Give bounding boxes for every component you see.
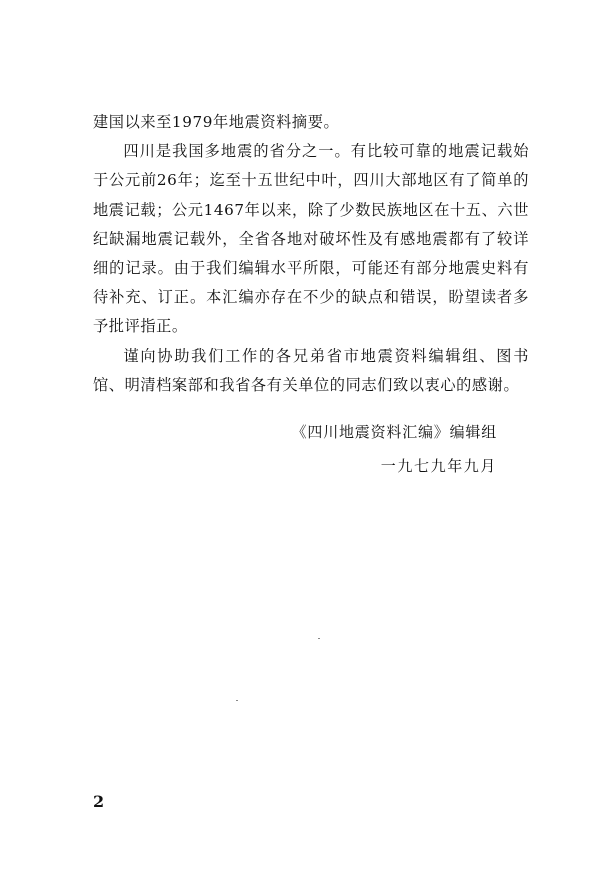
signature-organization: 《四川地震资料汇编》编辑组 bbox=[291, 423, 497, 441]
paragraph-acknowledgement: 谨向协助我们工作的各兄弟省市地震资料编辑组、图书馆、明清档案部和我省各有关单位的同志们致以衷心的感谢。 bbox=[93, 346, 529, 394]
scan-speck bbox=[318, 638, 320, 639]
paragraph-continuation: 建国以来至1979年地震资料摘要。 bbox=[93, 113, 340, 131]
signature-date: 一九七九年九月 bbox=[380, 457, 497, 475]
scan-speck bbox=[236, 700, 238, 701]
page-number: 2 bbox=[93, 792, 105, 811]
body-text bbox=[93, 108, 529, 400]
paragraph-earthquake-history: 四川是我国多地震的省分之一。有比较可靠的地震记载始于公元前26年；迄至十五世纪中叶，四川大部地区有了简单的地震记载；公元1467年以来，除了少数民族地区在十五、六世纪缺漏地震记载外，全省各地对破坏性及有感地震都有了较详细的记录。由于我们编辑水平所限，可能还有部分地震史料有待补充、订正。本汇编亦存在不少的缺点和错误，盼望读者多予批评指正。 bbox=[93, 142, 529, 336]
